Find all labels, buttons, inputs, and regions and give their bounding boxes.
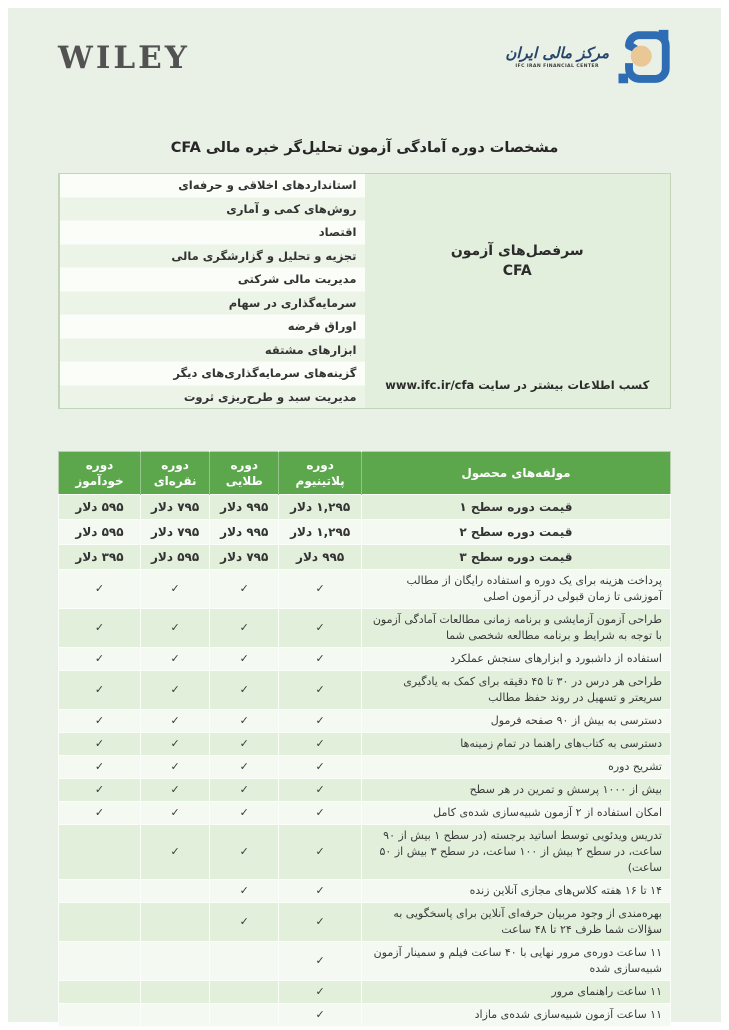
price-row-label: قیمت دوره سطح ۲ [361, 520, 670, 545]
column-header-selfstudy-course: دوره خودآموز [59, 452, 141, 495]
checkmark-selfstudy: ✓ [59, 710, 141, 733]
checkmark-selfstudy: ✓ [59, 671, 141, 710]
checkmark-selfstudy [59, 1004, 141, 1027]
checkmark-silver [141, 942, 210, 981]
feature-row [59, 802, 671, 825]
price-gold: ۷۹۵ دلار [210, 545, 279, 570]
feature-row [59, 756, 671, 779]
feature-row [59, 1004, 671, 1027]
checkmark-selfstudy [59, 981, 141, 1004]
checkmark-selfstudy: ✓ [59, 648, 141, 671]
checkmark-gold [210, 942, 279, 981]
ifc-logo-mark-icon [615, 28, 671, 86]
checkmark-gold: ✓ [210, 802, 279, 825]
checkmark-silver: ✓ [141, 825, 210, 880]
syllabus-topic: گزینه‌های سرمایه‌گذاری‌های دیگر [60, 362, 365, 386]
syllabus-topic: استانداردهای اخلاقی و حرفه‌ای [60, 174, 365, 198]
checkmark-gold: ✓ [210, 880, 279, 903]
checkmark-silver [141, 903, 210, 942]
pricing-header-row [59, 452, 671, 495]
feature-label: دسترسی به بیش از ۹۰ صفحه فرمول [361, 710, 670, 733]
wiley-logo: WILEY [58, 40, 190, 76]
syllabus-topic: مدیریت مالی شرکتی [60, 268, 365, 292]
checkmark-selfstudy [59, 880, 141, 903]
checkmark-silver: ✓ [141, 802, 210, 825]
checkmark-selfstudy [59, 903, 141, 942]
syllabus-heading-persian: سرفصل‌های آزمون [450, 242, 584, 259]
checkmark-gold [210, 1004, 279, 1027]
feature-label: پرداخت هزینه برای یک دوره و استفاده رایگان از مطالب آموزشی تا زمان قبولی در آزمون اصلی [361, 570, 670, 609]
syllabus-topics-list [59, 174, 365, 408]
feature-label: ۱۱ ساعت راهنمای مرور [361, 981, 670, 1004]
feature-label: استفاده از داشبورد و ابزارهای سنجش عملکرد [361, 648, 670, 671]
checkmark-selfstudy: ✓ [59, 570, 141, 609]
pricing-table [58, 451, 671, 1027]
feature-row [59, 779, 671, 802]
checkmark-silver: ✓ [141, 733, 210, 756]
checkmark-platinum: ✓ [279, 942, 362, 981]
price-silver: ۷۹۵ دلار [141, 495, 210, 520]
checkmark-silver [141, 981, 210, 1004]
checkmark-gold: ✓ [210, 825, 279, 880]
feature-row [59, 825, 671, 880]
feature-row [59, 981, 671, 1004]
column-header-silver-course: دوره نقره‌ای [141, 452, 210, 495]
price-selfstudy: ۵۹۵ دلار [59, 520, 141, 545]
checkmark-selfstudy: ✓ [59, 733, 141, 756]
checkmark-platinum: ✓ [279, 671, 362, 710]
price-row [59, 495, 671, 520]
checkmark-silver: ✓ [141, 671, 210, 710]
checkmark-selfstudy: ✓ [59, 609, 141, 648]
checkmark-platinum: ✓ [279, 903, 362, 942]
checkmark-gold [210, 981, 279, 1004]
feature-row [59, 609, 671, 648]
checkmark-selfstudy [59, 825, 141, 880]
checkmark-gold: ✓ [210, 710, 279, 733]
price-row [59, 520, 671, 545]
checkmark-platinum: ✓ [279, 802, 362, 825]
checkmark-silver: ✓ [141, 648, 210, 671]
checkmark-platinum: ✓ [279, 756, 362, 779]
price-gold: ۹۹۵ دلار [210, 495, 279, 520]
checkmark-selfstudy: ✓ [59, 802, 141, 825]
checkmark-silver: ✓ [141, 710, 210, 733]
checkmark-gold: ✓ [210, 609, 279, 648]
ifc-logo-text [505, 45, 609, 70]
checkmark-gold: ✓ [210, 671, 279, 710]
feature-label: امکان استفاده از ۲ آزمون شبیه‌سازی شده‌ی کامل [361, 802, 670, 825]
feature-row [59, 880, 671, 903]
price-silver: ۵۹۵ دلار [141, 545, 210, 570]
page-title: مشخصات دوره آمادگی آزمون تحلیل‌گر خبره مالی CFA [170, 140, 559, 156]
price-gold: ۹۹۵ دلار [210, 520, 279, 545]
checkmark-platinum: ✓ [279, 570, 362, 609]
feature-row [59, 648, 671, 671]
feature-row [59, 710, 671, 733]
feature-label: دسترسی به کتاب‌های راهنما در تمام زمینه‌ها [361, 733, 670, 756]
syllabus-heading-cfa: CFA [502, 262, 532, 279]
checkmark-gold: ✓ [210, 733, 279, 756]
checkmark-platinum: ✓ [279, 1004, 362, 1027]
price-selfstudy: ۳۹۵ دلار [59, 545, 141, 570]
syllabus-topic: روش‌های کمی و آماری [60, 198, 365, 222]
syllabus-heading [365, 240, 671, 282]
checkmark-platinum: ✓ [279, 733, 362, 756]
checkmark-silver: ✓ [141, 570, 210, 609]
checkmark-selfstudy: ✓ [59, 779, 141, 802]
feature-label: بیش از ۱۰۰۰ پرسش و تمرین در هر سطح [361, 779, 670, 802]
price-platinum: ۱,۲۹۵ دلار [279, 495, 362, 520]
checkmark-gold: ✓ [210, 756, 279, 779]
feature-label: ۱۱ ساعت دوره‌ی مرور نهایی با ۴۰ ساعت فیلم و سمینار آزمون شبیه‌سازی شده [361, 942, 670, 981]
ifc-name-persian: مرکز مالی ایران [505, 43, 609, 62]
price-selfstudy: ۵۹۵ دلار [59, 495, 141, 520]
syllabus-topic: اقتصاد [60, 221, 365, 245]
checkmark-gold: ✓ [210, 570, 279, 609]
syllabus-info-cell [365, 174, 671, 408]
syllabus-topic: تجزیه و تحلیل و گزارشگری مالی [60, 245, 365, 269]
syllabus-table [58, 173, 671, 409]
feature-label: ۱۴ تا ۱۶ هفته کلاس‌های مجازی آنلاین زنده [361, 880, 670, 903]
feature-label: بهره‌مندی از وجود مربیان حرفه‌ای آنلاین برای پاسخگویی به سؤالات شما ظرف ۲۴ تا ۴۸ ساعت [361, 903, 670, 942]
price-silver: ۷۹۵ دلار [141, 520, 210, 545]
feature-row [59, 671, 671, 710]
document-page [8, 8, 721, 1022]
column-header-platinum-course: دوره پلاتینیوم [279, 452, 362, 495]
feature-row [59, 903, 671, 942]
feature-label: طراحی هر درس در ۳۰ تا ۴۵ دقیقه برای کمک به یادگیری سریعتر و تسهیل در روند حفظ مطالب [361, 671, 670, 710]
syllabus-more-info: کسب اطلاعات بیشتر در سایت www.ifc.ir/cfa [385, 378, 650, 392]
column-header-gold-course: دوره طلایی [210, 452, 279, 495]
feature-row [59, 733, 671, 756]
syllabus-topic: ابزارهای مشتقه [60, 339, 365, 363]
checkmark-gold: ✓ [210, 779, 279, 802]
price-row-label: قیمت دوره سطح ۳ [361, 545, 670, 570]
syllabus-topic: مدیریت سبد و طرح‌ریزی ثروت [60, 386, 365, 409]
feature-label: ۱۱ ساعت آزمون شبیه‌سازی شده‌ی مازاد [361, 1004, 670, 1027]
checkmark-platinum: ✓ [279, 880, 362, 903]
checkmark-gold: ✓ [210, 903, 279, 942]
checkmark-silver [141, 1004, 210, 1027]
price-row-label: قیمت دوره سطح ۱ [361, 495, 670, 520]
syllabus-topic: سرمایه‌گذاری در سهام [60, 292, 365, 316]
feature-label: تدریس ویدئویی توسط اساتید برجسته (در سطح ۱ بیش از ۹۰ ساعت، در سطح ۲ بیش از ۱۰۰ ساعت، در سطح ۳ بیش از ۵۰ ساعت) [361, 825, 670, 880]
ifc-name-english: IFC IRAN FINANCIAL CENTER [515, 64, 599, 70]
checkmark-silver: ✓ [141, 609, 210, 648]
feature-row [59, 942, 671, 981]
feature-row [59, 570, 671, 609]
checkmark-platinum: ✓ [279, 648, 362, 671]
ifc-logo [505, 28, 671, 86]
price-row [59, 545, 671, 570]
checkmark-silver: ✓ [141, 779, 210, 802]
checkmark-selfstudy: ✓ [59, 756, 141, 779]
checkmark-platinum: ✓ [279, 825, 362, 880]
checkmark-platinum: ✓ [279, 609, 362, 648]
checkmark-silver: ✓ [141, 756, 210, 779]
checkmark-gold: ✓ [210, 648, 279, 671]
feature-label: طراحی آزمون آزمایشی و برنامه زمانی مطالعات آمادگی آزمون با توجه به شرایط و برنامه مطالعه شخصی شما [361, 609, 670, 648]
document-header [58, 22, 671, 114]
feature-label: تشریح دوره [361, 756, 670, 779]
checkmark-selfstudy [59, 942, 141, 981]
checkmark-platinum: ✓ [279, 710, 362, 733]
checkmark-platinum: ✓ [279, 981, 362, 1004]
syllabus-topic: اوراق قرضه [60, 315, 365, 339]
column-header-product-components: مولفه‌های محصول [361, 452, 670, 495]
checkmark-silver [141, 880, 210, 903]
price-platinum: ۱,۲۹۵ دلار [279, 520, 362, 545]
checkmark-platinum: ✓ [279, 779, 362, 802]
price-platinum: ۹۹۵ دلار [279, 545, 362, 570]
